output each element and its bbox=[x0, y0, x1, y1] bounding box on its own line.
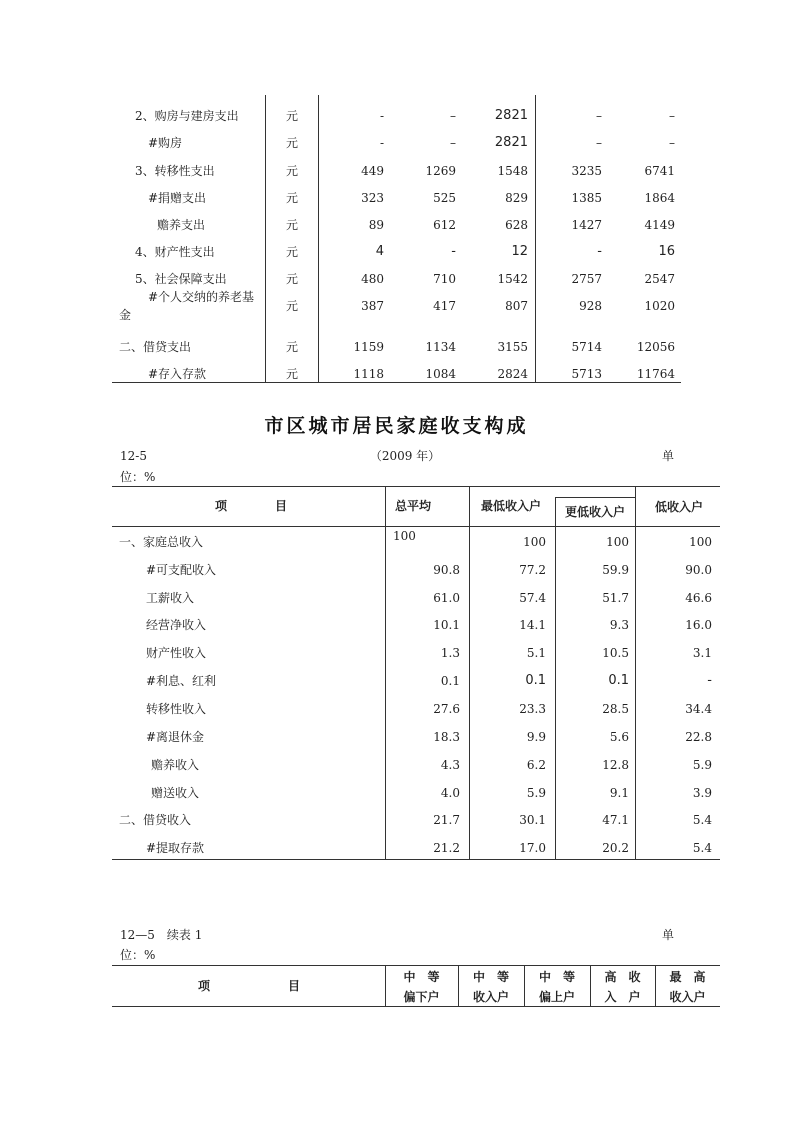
table-cell: 57.4 bbox=[519, 591, 546, 605]
table-cell: 9.3 bbox=[609, 618, 629, 632]
row-label: 4、财产性支出 bbox=[135, 245, 215, 259]
header-col-line2: 偏上户 bbox=[538, 990, 575, 1004]
row-label: 3、转移性支出 bbox=[135, 164, 215, 178]
header-col-low: 低收入户 bbox=[655, 500, 704, 514]
row-label: 二、借贷收入 bbox=[119, 813, 192, 827]
header-bottom-rule bbox=[112, 1006, 720, 1007]
row-label: #个人交纳的养老基 bbox=[148, 290, 255, 304]
row-unit: 元 bbox=[286, 136, 299, 150]
table-cell: 100 bbox=[606, 535, 629, 549]
table-cell: 323 bbox=[361, 191, 384, 205]
table-cell: 3155 bbox=[497, 340, 528, 354]
header-col-average: 总平均 bbox=[395, 499, 432, 513]
header-col-line1: 最 高 bbox=[669, 970, 706, 984]
table-cell: 1134 bbox=[425, 340, 456, 354]
header-col-line1: 高 收 bbox=[604, 970, 641, 984]
table-cell: 449 bbox=[361, 164, 384, 178]
table-cell: 6741 bbox=[644, 164, 675, 178]
header-col-lowest: 最低收入户 bbox=[481, 499, 542, 513]
table-cell: 1542 bbox=[497, 272, 528, 286]
row-unit: 元 bbox=[286, 299, 299, 313]
header-inner-rule bbox=[555, 497, 635, 498]
table-cell: 90.0 bbox=[685, 563, 712, 577]
column-divider bbox=[265, 95, 266, 382]
table-cell: 100 bbox=[689, 535, 712, 549]
row-unit: 元 bbox=[286, 109, 299, 123]
table-cell: 480 bbox=[361, 272, 384, 286]
table-cell: 2821 bbox=[494, 108, 528, 123]
header-item-label: 目 bbox=[275, 499, 288, 513]
table-cell: 90.8 bbox=[433, 563, 460, 577]
table-cell: - bbox=[379, 109, 384, 123]
table-cell: 4 bbox=[375, 244, 384, 259]
table-cell: 4149 bbox=[644, 218, 675, 232]
table-cell: 10.5 bbox=[602, 646, 629, 660]
table-cell: 2757 bbox=[571, 272, 602, 286]
table-cell: 11764 bbox=[636, 367, 675, 381]
table-cell: 3235 bbox=[571, 164, 602, 178]
table-cell: 5.1 bbox=[526, 646, 546, 660]
row-label: 工薪收入 bbox=[146, 591, 195, 605]
header-bottom-rule bbox=[112, 526, 720, 527]
row-unit: 元 bbox=[286, 367, 299, 381]
table-cell: 5.4 bbox=[692, 841, 712, 855]
header-col-line1: 中 等 bbox=[472, 970, 509, 984]
table-cell: 1020 bbox=[644, 299, 675, 313]
table-cell: 30.1 bbox=[519, 813, 546, 827]
table-cell: 5.9 bbox=[526, 786, 546, 800]
row-label: 2、购房与建房支出 bbox=[135, 109, 239, 123]
table-cell: 28.5 bbox=[602, 702, 629, 716]
table-cell: 1159 bbox=[353, 340, 384, 354]
table-cell: 5713 bbox=[571, 367, 602, 381]
table-cell: 22.8 bbox=[685, 730, 712, 744]
header-col-line2: 入 户 bbox=[604, 990, 641, 1004]
table-bottom-rule bbox=[112, 382, 681, 383]
table-cell: 0.1 bbox=[525, 673, 546, 688]
table-cell: 27.6 bbox=[433, 702, 460, 716]
column-divider bbox=[385, 486, 386, 859]
table-cell: 12056 bbox=[636, 340, 675, 354]
row-label: 赡养收入 bbox=[151, 758, 200, 772]
table-cell: 710 bbox=[433, 272, 456, 286]
header-col-line2: 收入户 bbox=[472, 990, 509, 1004]
table-cell: 9.1 bbox=[609, 786, 629, 800]
row-unit: 元 bbox=[286, 340, 299, 354]
row-label: 二、借贷支出 bbox=[119, 340, 192, 354]
row-label: 赡养支出 bbox=[157, 218, 206, 232]
table-cell: 100 bbox=[393, 529, 416, 543]
table-cell: 61.0 bbox=[433, 591, 460, 605]
table-bottom-rule bbox=[112, 859, 720, 860]
row-unit: 元 bbox=[286, 272, 299, 286]
table-cell: - bbox=[379, 136, 384, 150]
table-cell: 20.2 bbox=[602, 841, 629, 855]
unit-label-line2: 位：% bbox=[120, 470, 156, 484]
table-cell: – bbox=[669, 136, 675, 150]
table-cell: 14.1 bbox=[519, 618, 546, 632]
table-cell: – bbox=[596, 136, 602, 150]
header-col-line2: 收入户 bbox=[669, 990, 706, 1004]
table-cell: 100 bbox=[523, 535, 546, 549]
row-label: #可支配收入 bbox=[146, 563, 217, 577]
table-cell: 89 bbox=[368, 218, 384, 232]
table-cell: 23.3 bbox=[519, 702, 546, 716]
header-item-label: 项 bbox=[215, 499, 228, 513]
unit-label-line1: 单 bbox=[662, 449, 675, 463]
page-title: 市区城市居民家庭收支构成 bbox=[264, 415, 529, 437]
column-divider bbox=[469, 486, 470, 859]
table-cell: 21.2 bbox=[433, 841, 460, 855]
table-cell: 1864 bbox=[644, 191, 675, 205]
row-label: #购房 bbox=[148, 136, 183, 150]
table-cell: 3.1 bbox=[692, 646, 712, 660]
table-cell: 0.1 bbox=[440, 674, 460, 688]
header-col-line1: 中 等 bbox=[538, 970, 575, 984]
table-cell: 417 bbox=[433, 299, 456, 313]
table-cell: 5.4 bbox=[692, 813, 712, 827]
table-cell: - bbox=[597, 244, 602, 259]
table-cell: 612 bbox=[433, 218, 456, 232]
row-label: #捐赠支出 bbox=[148, 191, 207, 205]
table-cell: 77.2 bbox=[519, 563, 546, 577]
row-label: 一、家庭总收入 bbox=[119, 535, 204, 549]
header-col-lower: 更低收入户 bbox=[565, 505, 626, 519]
table-cell: 12 bbox=[511, 244, 528, 259]
table-cell: 928 bbox=[579, 299, 602, 313]
table-cell: – bbox=[596, 109, 602, 123]
table-cell: 6.2 bbox=[526, 758, 546, 772]
table-cell: 2821 bbox=[494, 135, 528, 150]
row-label: 经营净收入 bbox=[146, 618, 207, 632]
table-cell: 5.9 bbox=[692, 758, 712, 772]
header-col-line2: 偏下户 bbox=[403, 990, 440, 1004]
table-cell: 18.3 bbox=[433, 730, 460, 744]
table-year: （2009 年） bbox=[369, 449, 441, 463]
table-cell: – bbox=[450, 136, 456, 150]
row-unit: 元 bbox=[286, 164, 299, 178]
table-cell: 16 bbox=[658, 244, 675, 259]
header-col-line1: 中 等 bbox=[403, 970, 440, 984]
continued-unit-line1: 单 bbox=[662, 928, 675, 942]
table-cell: 3.9 bbox=[692, 786, 712, 800]
table-cell: 1.3 bbox=[440, 646, 460, 660]
header-item-label: 项 bbox=[198, 979, 211, 993]
table-cell: 1084 bbox=[425, 367, 456, 381]
table-cell: 5.6 bbox=[609, 730, 629, 744]
table-cell: – bbox=[669, 109, 675, 123]
table-top-rule bbox=[112, 965, 720, 966]
row-unit: 元 bbox=[286, 191, 299, 205]
table-cell: - bbox=[451, 244, 456, 259]
column-divider bbox=[635, 486, 636, 859]
table-cell: 0.1 bbox=[608, 673, 629, 688]
continued-unit-line2: 位：% bbox=[120, 948, 156, 962]
table-cell: 2824 bbox=[497, 367, 528, 381]
table-cell: 51.7 bbox=[602, 591, 629, 605]
header-item-label: 目 bbox=[288, 979, 301, 993]
row-label: 5、社会保障支出 bbox=[135, 272, 227, 286]
table-cell: 9.9 bbox=[526, 730, 546, 744]
table-cell: - bbox=[707, 673, 712, 688]
table-cell: 59.9 bbox=[602, 563, 629, 577]
table-cell: 17.0 bbox=[519, 841, 546, 855]
row-label: #提取存款 bbox=[146, 841, 205, 855]
table-cell: 387 bbox=[361, 299, 384, 313]
table-cell: 47.1 bbox=[602, 813, 629, 827]
row-label: 赠送收入 bbox=[151, 786, 200, 800]
table-cell: 4.3 bbox=[440, 758, 460, 772]
table-cell: 34.4 bbox=[685, 702, 712, 716]
row-label: #存入存款 bbox=[148, 367, 207, 381]
table-cell: 807 bbox=[505, 299, 528, 313]
table-cell: 46.6 bbox=[685, 591, 712, 605]
row-unit: 元 bbox=[286, 245, 299, 259]
table-cell: 829 bbox=[505, 191, 528, 205]
table-cell: 21.7 bbox=[433, 813, 460, 827]
table-cell: 1548 bbox=[497, 164, 528, 178]
table-cell: 1385 bbox=[571, 191, 602, 205]
table-cell: 12.8 bbox=[602, 758, 629, 772]
row-label-continued: 金 bbox=[119, 308, 132, 322]
table-cell: 16.0 bbox=[685, 618, 712, 632]
row-label: 财产性收入 bbox=[146, 646, 207, 660]
table-number: 12-5 bbox=[120, 449, 147, 463]
row-label: 转移性收入 bbox=[146, 702, 207, 716]
table-cell: 1269 bbox=[425, 164, 456, 178]
table-cell: 1427 bbox=[571, 218, 602, 232]
table-top-rule bbox=[112, 486, 720, 487]
table-cell: 525 bbox=[433, 191, 456, 205]
table-cell: 628 bbox=[505, 218, 528, 232]
table-cell: 10.1 bbox=[433, 618, 460, 632]
table-cell: 2547 bbox=[644, 272, 675, 286]
table-cell: – bbox=[450, 109, 456, 123]
table-cell: 1118 bbox=[353, 367, 384, 381]
row-label: #利息、红利 bbox=[146, 674, 217, 688]
table-cell: 4.0 bbox=[440, 786, 460, 800]
row-unit: 元 bbox=[286, 218, 299, 232]
table-cell: 5714 bbox=[571, 340, 602, 354]
continued-table-number: 12—5 续表 1 bbox=[120, 928, 203, 942]
column-divider bbox=[555, 497, 556, 859]
row-label: #离退休金 bbox=[146, 730, 205, 744]
